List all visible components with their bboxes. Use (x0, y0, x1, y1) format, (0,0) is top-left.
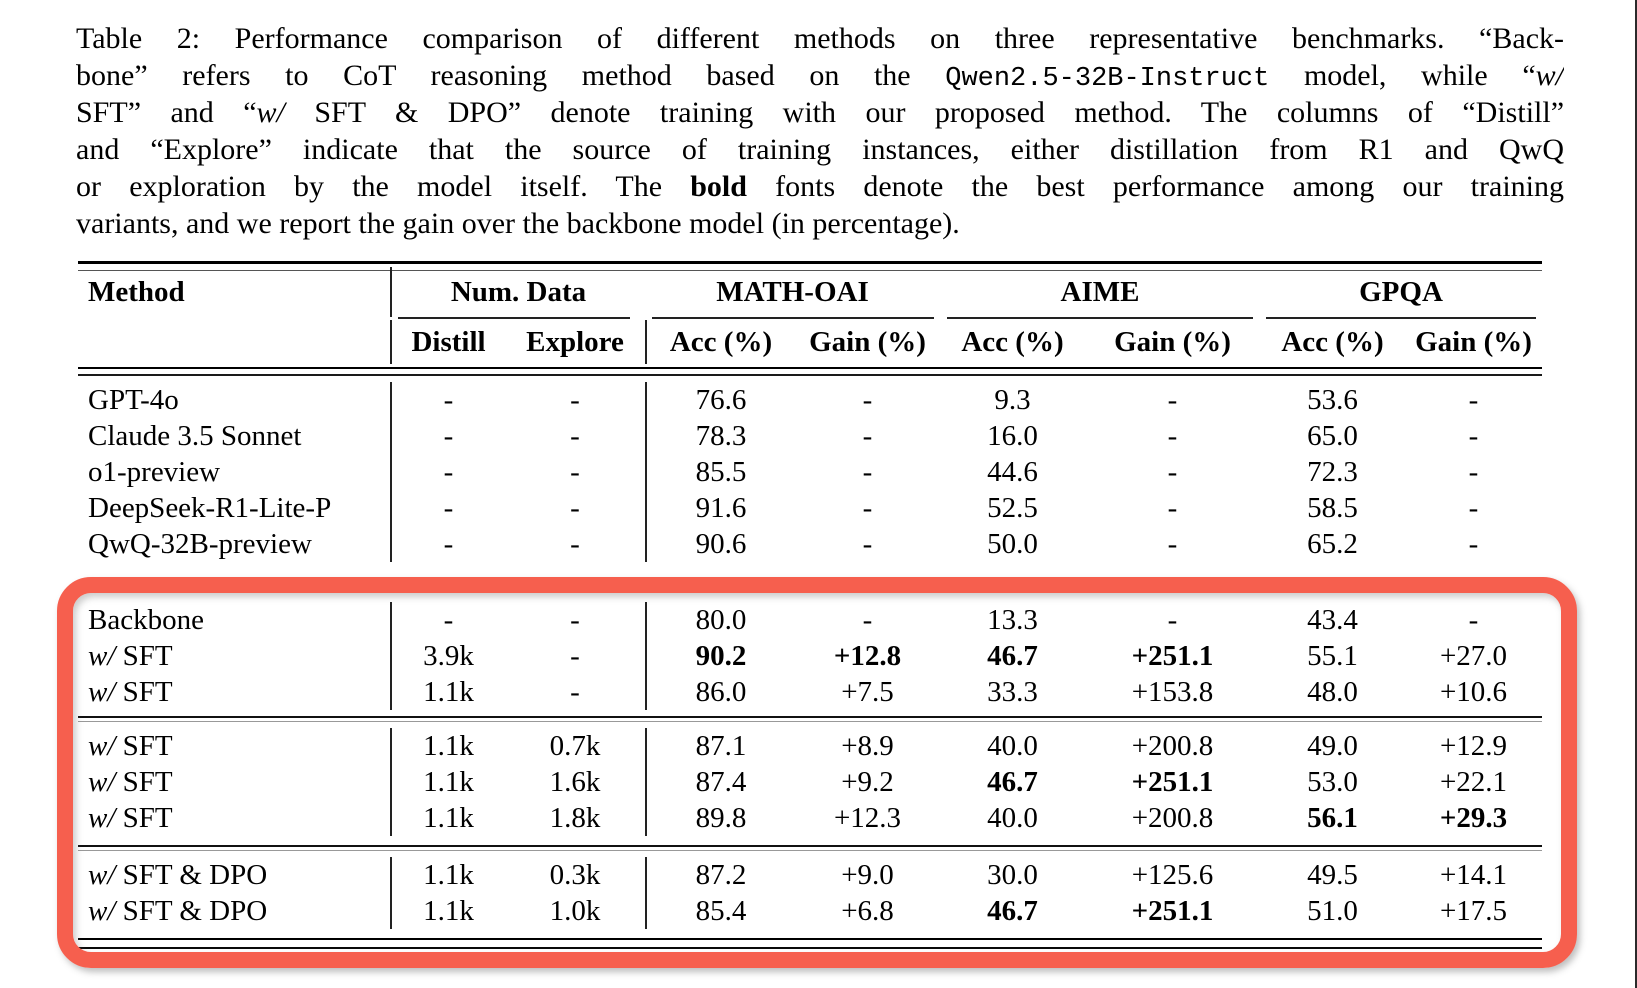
method-cell: w/ SFT (88, 765, 173, 798)
method-cell: w/ SFT & DPO (88, 894, 268, 927)
data-cell: - (570, 675, 580, 708)
data-cell: 85.5 (645, 454, 795, 490)
data-cell: 44.6 (987, 455, 1038, 488)
header-acc-gpqa: Acc (%) (1281, 325, 1384, 358)
data-cell: 80.0 (645, 602, 795, 638)
data-cell: 85.4 (645, 893, 795, 929)
header-num-data: Num. Data (390, 267, 645, 317)
data-cell: 72.3 (1307, 455, 1358, 488)
method-cell: QwQ-32B-preview (88, 527, 312, 560)
data-cell: 65.2 (1307, 527, 1358, 560)
data-cell: +17.5 (1439, 894, 1508, 927)
caption-text: or exploration by the model itself. The (76, 170, 691, 203)
data-cell: 43.4 (1307, 603, 1358, 636)
caption-line (76, 57, 1564, 94)
data-cell: - (1468, 419, 1479, 452)
caption-line (76, 20, 1564, 57)
caption-text: Table 2: Performance comparison of different methods on three representative benchmarks. “Back- (76, 22, 1564, 55)
table-row (78, 490, 1542, 526)
data-cell: 1.1k (390, 728, 505, 764)
method-cell: Backbone (88, 603, 204, 636)
caption-text: Qwen2.5-32B-Instruct (945, 64, 1270, 94)
data-cell: 58.5 (1307, 491, 1358, 524)
data-cell: 46.7 (987, 639, 1038, 672)
data-cell: +29.3 (1439, 801, 1508, 834)
data-cell: - (390, 382, 505, 418)
data-cell: - (390, 602, 505, 638)
data-cell: +251.1 (1131, 765, 1214, 798)
data-cell: +251.1 (1131, 639, 1214, 672)
table-row (78, 602, 1542, 638)
data-cell: 87.2 (645, 857, 795, 893)
data-cell: 55.1 (1307, 639, 1358, 672)
data-cell: 52.5 (987, 491, 1038, 524)
data-cell: 87.4 (645, 764, 795, 800)
data-cell: +200.8 (1131, 729, 1214, 762)
data-cell: +200.8 (1131, 801, 1214, 834)
header-gpqa: GPQA (1359, 275, 1443, 308)
data-cell: 50.0 (987, 527, 1038, 560)
table-row (78, 638, 1542, 674)
data-cell: 1.8k (549, 801, 601, 834)
data-cell: - (570, 639, 580, 672)
data-cell: +27.0 (1439, 639, 1508, 672)
data-cell: 46.7 (987, 894, 1038, 927)
data-cell: - (862, 455, 873, 488)
data-cell: +9.2 (841, 765, 894, 798)
header-gain-gpqa: Gain (%) (1415, 325, 1532, 358)
header-gain-math: Gain (%) (809, 325, 926, 358)
data-cell: - (1167, 491, 1178, 524)
data-cell: 16.0 (987, 419, 1038, 452)
data-cell: 30.0 (987, 858, 1038, 891)
cmidrule-aime (947, 317, 1253, 319)
data-cell: +8.9 (841, 729, 894, 762)
method-cell: Claude 3.5 Sonnet (88, 419, 302, 452)
caption-text: and “Explore” indicate that the source of training instances, either distillation from R1 and QwQ (76, 133, 1564, 166)
caption-text: SFT & DPO” denote training with our proposed method. The columns of “Distill” (284, 96, 1564, 129)
data-cell: 49.0 (1307, 729, 1358, 762)
data-cell: +6.8 (841, 894, 894, 927)
header-explore: Explore (526, 325, 624, 358)
data-cell: - (390, 490, 505, 526)
header-method: Method (88, 275, 185, 308)
data-cell: 51.0 (1307, 894, 1358, 927)
data-cell: +9.0 (841, 858, 894, 891)
table-row (78, 764, 1542, 800)
data-cell: 9.3 (994, 383, 1031, 416)
bottom-rule (78, 938, 1542, 949)
caption-line (76, 131, 1564, 168)
data-cell: - (570, 527, 580, 560)
data-cell: +10.6 (1439, 675, 1508, 708)
data-cell: +125.6 (1131, 858, 1214, 891)
data-cell: 1.1k (390, 800, 505, 836)
data-cell: 33.3 (987, 675, 1038, 708)
header-math-oai: MATH-OAI (716, 275, 869, 308)
data-cell: +14.1 (1439, 858, 1508, 891)
caption-text: bold (690, 170, 747, 203)
data-cell: 78.3 (645, 418, 795, 454)
header-acc-aime: Acc (%) (961, 325, 1064, 358)
table-header-row-2 (78, 320, 1542, 364)
data-cell: - (1167, 455, 1178, 488)
caption-text: SFT” and “ (76, 96, 257, 129)
data-cell: 40.0 (987, 729, 1038, 762)
data-cell: - (390, 454, 505, 490)
data-cell: 1.6k (549, 765, 601, 798)
table-row (78, 800, 1542, 836)
caption-text: fonts denote the best performance among our training (746, 170, 1564, 203)
data-cell: - (1167, 383, 1178, 416)
header-distill: Distill (390, 320, 505, 364)
data-cell: +7.5 (841, 675, 894, 708)
data-cell: - (570, 455, 580, 488)
data-cell: 3.9k (390, 638, 505, 674)
table-row (78, 674, 1542, 710)
caption-text: w/ (1535, 59, 1564, 92)
table-row (78, 526, 1542, 562)
table-row (78, 454, 1542, 490)
caption-line (76, 94, 1564, 131)
data-cell: 1.1k (390, 764, 505, 800)
data-cell: 40.0 (987, 801, 1038, 834)
data-cell: +22.1 (1439, 765, 1508, 798)
data-cell: +12.8 (833, 639, 902, 672)
mid-rule-2 (78, 716, 1542, 722)
data-cell: +251.1 (1131, 894, 1214, 927)
data-cell: - (862, 383, 873, 416)
data-cell: +12.9 (1439, 729, 1508, 762)
data-cell: - (862, 603, 873, 636)
table-row (78, 418, 1542, 454)
data-cell: 0.7k (549, 729, 601, 762)
data-cell: - (1167, 527, 1178, 560)
table-caption (76, 20, 1564, 242)
data-cell: 90.6 (645, 526, 795, 562)
data-cell: - (570, 491, 580, 524)
data-cell: - (862, 419, 873, 452)
caption-text: model, while “ (1269, 59, 1536, 92)
header-acc-math: Acc (%) (645, 320, 795, 364)
data-cell: - (570, 603, 580, 636)
data-cell: 0.3k (549, 858, 601, 891)
mid-rule-3 (78, 845, 1542, 851)
cmidrule-math-oai (652, 317, 934, 319)
method-cell: w/ SFT (88, 729, 173, 762)
data-cell: - (1167, 419, 1178, 452)
table-row (78, 893, 1542, 929)
data-cell: - (1468, 455, 1479, 488)
mid-rule-1 (78, 584, 1542, 590)
method-cell: w/ SFT & DPO (88, 858, 268, 891)
caption-line (76, 168, 1564, 205)
data-cell: +12.3 (833, 801, 902, 834)
header-rule (78, 367, 1542, 376)
data-cell: - (390, 418, 505, 454)
data-cell: 56.1 (1307, 801, 1358, 834)
data-cell: 46.7 (987, 765, 1038, 798)
table-row (78, 857, 1542, 893)
data-cell: 1.0k (549, 894, 601, 927)
data-cell: - (1167, 603, 1178, 636)
table-row (78, 382, 1542, 418)
data-cell: 65.0 (1307, 419, 1358, 452)
data-cell: 76.6 (645, 382, 795, 418)
data-cell: 1.1k (390, 857, 505, 893)
table-row (78, 728, 1542, 764)
data-cell: 1.1k (390, 893, 505, 929)
cmidrule-num-data (398, 317, 630, 319)
data-cell: 53.0 (1307, 765, 1358, 798)
method-cell: GPT-4o (88, 383, 179, 416)
header-aime: AIME (1060, 275, 1140, 308)
data-cell: 49.5 (1307, 858, 1358, 891)
data-cell: - (1468, 383, 1479, 416)
data-cell: - (570, 383, 580, 416)
data-cell: 48.0 (1307, 675, 1358, 708)
data-cell: - (862, 527, 873, 560)
data-cell: +153.8 (1131, 675, 1214, 708)
method-cell: DeepSeek-R1-Lite-P (88, 491, 332, 524)
cmidrule-gpqa (1266, 317, 1536, 319)
caption-text: bone” refers to CoT reasoning method based on the (76, 59, 946, 92)
data-cell: - (862, 491, 873, 524)
caption-text: w/ (256, 96, 285, 129)
method-cell: w/ SFT (88, 675, 173, 708)
data-cell: 87.1 (645, 728, 795, 764)
method-cell: w/ SFT (88, 801, 173, 834)
data-cell: 91.6 (645, 490, 795, 526)
header-gain-aime: Gain (%) (1114, 325, 1231, 358)
table-header-row-1 (78, 267, 1542, 317)
data-cell: - (570, 419, 580, 452)
data-cell: 13.3 (987, 603, 1038, 636)
data-cell: - (390, 526, 505, 562)
data-cell: - (1468, 603, 1479, 636)
caption-line (76, 205, 1564, 242)
data-cell: 1.1k (390, 674, 505, 710)
data-cell: - (1468, 527, 1479, 560)
data-cell: 90.2 (645, 638, 795, 674)
data-cell: - (1468, 491, 1479, 524)
data-cell: 86.0 (645, 674, 795, 710)
method-cell: o1-preview (88, 455, 221, 488)
method-cell: w/ SFT (88, 639, 173, 672)
caption-text: variants, and we report the gain over the backbone model (in percentage). (76, 207, 960, 240)
data-cell: 53.6 (1307, 383, 1358, 416)
data-cell: 89.8 (645, 800, 795, 836)
